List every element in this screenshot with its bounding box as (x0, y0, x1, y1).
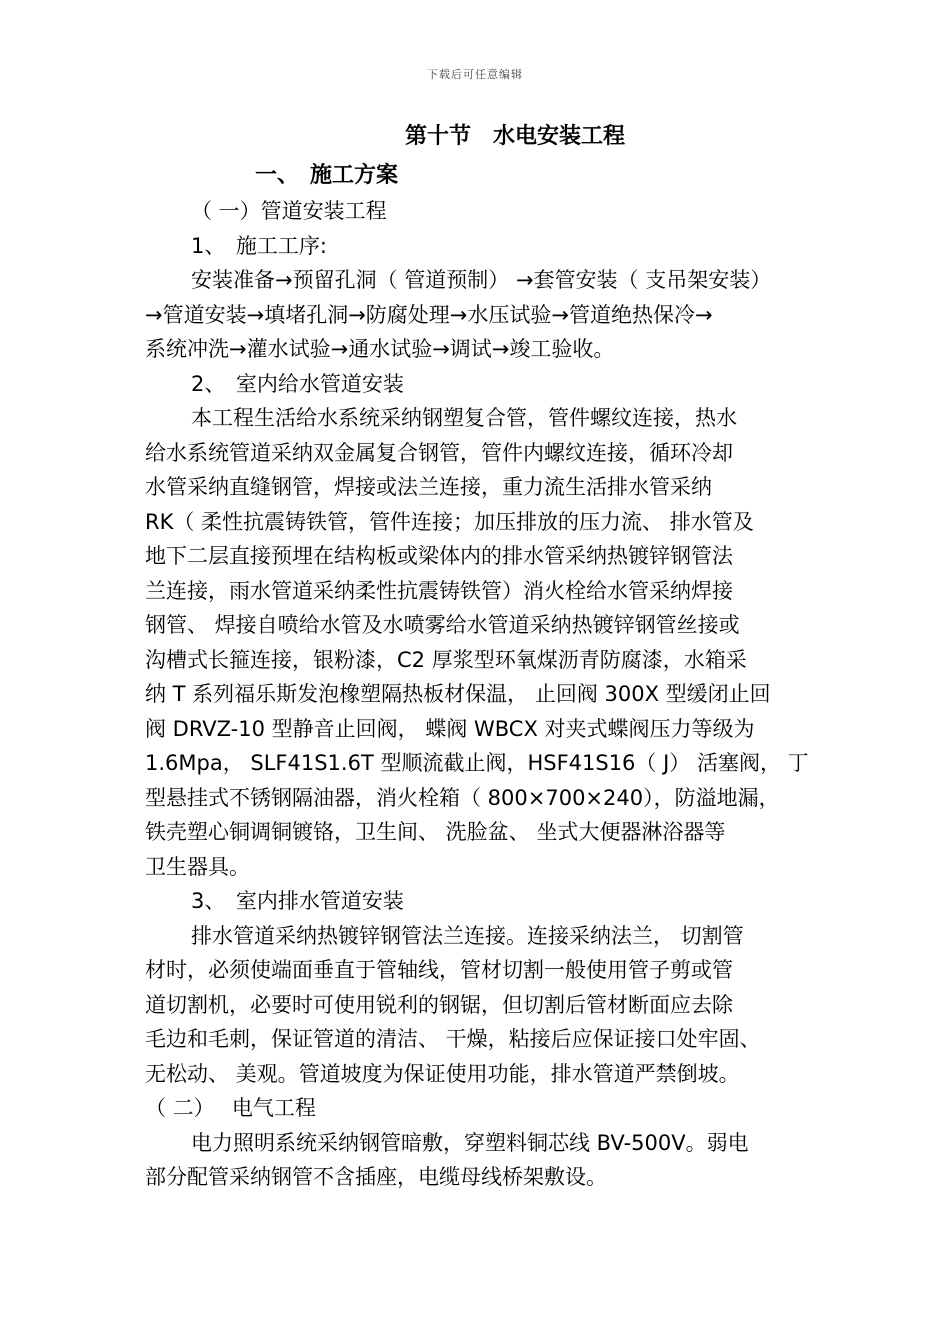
header-note: 下载后可任意编辑 (427, 68, 523, 81)
paragraph-line: 部分配管采纳钢管不含插座，电缆母线桥架敷设。 (145, 1165, 607, 1189)
paragraph-line: →管道安装→填堵孔洞→防腐处理→水压试验→管道绝热保冷→ (145, 302, 713, 327)
subsection-heading: （ 二） 电气工程 (145, 1096, 316, 1120)
paragraph-line: 兰连接，雨水管道采纳柔性抗震铸铁管）消火栓给水管采纳焊接 (145, 578, 733, 603)
paragraph-line: 道切割机，必要时可使用锐利的钢锯，但切割后管材断面应去除 (145, 992, 733, 1017)
paragraph-line: 铁壳塑心铜调铜镀铬，卫生间、 洗脸盆、 坐式大便器淋浴器等 (145, 820, 726, 844)
paragraph-line: 本工程生活给水系统采纳钢塑复合管，管件螺纹连接，热水 (191, 406, 737, 430)
paragraph-line: 阀 DRVZ-10 型静音止回阀， 蝶阀 WBCX 对夹式蝶阀压力等级为 (145, 716, 755, 741)
paragraph-line: 给水系统管道采纳双金属复合钢管，管件内螺纹连接，循环冷却 (145, 440, 733, 465)
subsection-heading: （ 一）管道安装工程 (191, 199, 387, 223)
paragraph-line: 安装准备→预留孔洞（ 管道预制） →套管安装（ 支吊架安装） (191, 268, 772, 292)
paragraph-line: 纳 T 系列福乐斯发泡橡塑隔热板材保温， 止回阀 300X 型缓闭止回 (145, 682, 771, 706)
paragraph-line: 沟槽式长箍连接，银粉漆，C2 厚浆型环氧煤沥青防腐漆，水箱采 (145, 647, 747, 672)
paragraph-line: 电力照明系统采纳钢管暗敷，穿塑料铜芯线 BV-500V。弱电 (191, 1130, 749, 1155)
paragraph-line: 地下二层直接预埋在结构板或梁体内的排水管采纳热镀锌钢管法 (145, 544, 733, 568)
item-heading: 2、 室内给水管道安装 (191, 371, 404, 396)
paragraph-line: 材时，必须使端面垂直于管轴线，管材切割一般使用管子剪或管 (145, 958, 733, 982)
item-heading: 3、 室内排水管道安装 (191, 889, 404, 913)
paragraph-line: 毛边和毛刺，保证管道的清洁、 干燥，粘接后应保证接口处牢固、 (145, 1027, 761, 1051)
paragraph-line: 水管采纳直缝钢管，焊接或法兰连接，重力流生活排水管采纳 (145, 475, 712, 499)
paragraph-line: RK（ 柔性抗震铸铁管，管件连接；加压排放的压力流、 排水管及 (145, 509, 754, 534)
paragraph-line: 系统冲洗→灌水试验→通水试验→调试→竣工验收。 (145, 337, 615, 361)
paragraph-line: 卫生器具。 (145, 854, 250, 879)
page-title: 第十节 水电安装工程 (404, 124, 625, 149)
paragraph-line: 型悬挂式不锈钢隔油器，消火栓箱（ 800×700×240），防溢地漏， (145, 785, 780, 810)
section-heading: 一、 施工方案 (255, 163, 399, 188)
document-body (145, 118, 825, 1195)
paragraph-line: 1.6Mpa， SLF41S1.6T 型顺流截止阀，HSF41S16（ J） 活塞阀， 丁 (145, 751, 809, 775)
paragraph-line: 无松动、 美观。管道坡度为保证使用功能，排水管道严禁倒坡。 (145, 1061, 740, 1086)
item-heading: 1、 施工工序: (191, 233, 327, 258)
paragraph-line: 钢管、 焊接自喷给水管及水喷雾给水管道采纳热镀锌钢管丝接或 (145, 613, 740, 637)
paragraph-line: 排水管道采纳热镀锌钢管法兰连接。连接采纳法兰， 切割管 (191, 923, 744, 948)
